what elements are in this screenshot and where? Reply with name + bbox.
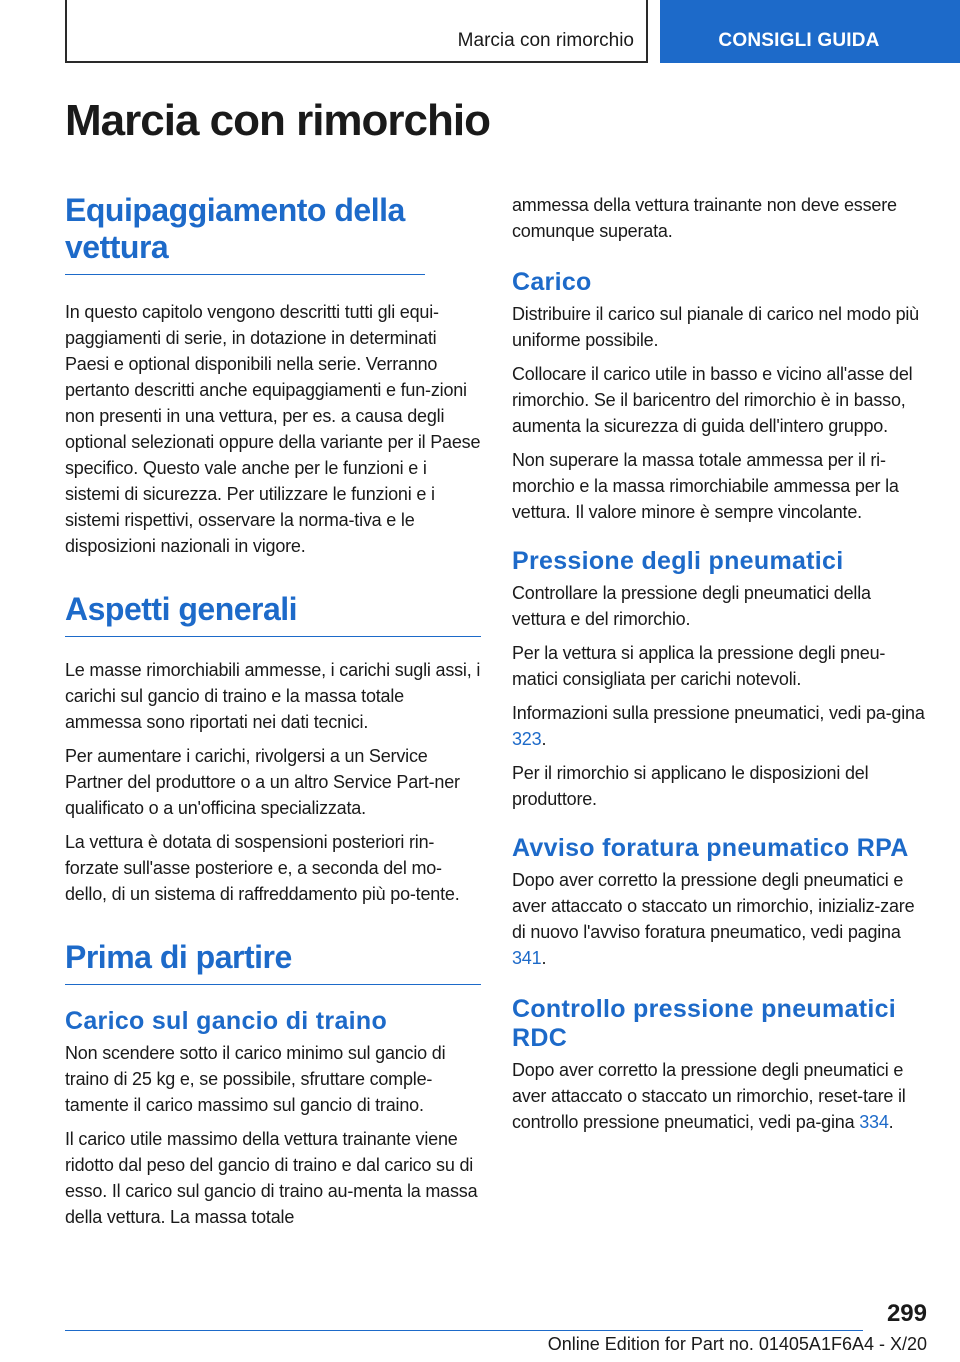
page-title: Marcia con rimorchio [65,96,491,145]
rdc-text: Dopo aver corretto la pressione degli pneumatici e aver attaccato o staccato un rimorchio, reset-tare il controllo pressione pneumatici, vedi pa-gina [512,1060,906,1132]
section-tab-label: CONSIGLI GUIDA [718,30,880,51]
load-paragraph-3: Non superare la massa totale ammessa per il ri-morchio e la massa rimorchiabile ammessa per la vettura. Il valore minore è sempre vincolante. [512,450,899,522]
subheading-rdc: Controllo pressione pneumatici RDC [512,995,897,1052]
subheading-rpa: Avviso foratura pneumatico RPA [512,834,909,862]
pressure-reference-text: Informazioni sulla pressione pneumatici, vedi pa-gina [512,703,925,723]
header-chapter-title: Marcia con rimorchio [457,30,634,51]
general-paragraph-1: Le masse rimorchiabili ammesse, i carichi sugli assi, i carichi sul gancio di traino e la massa totale ammessa sono riportati nei dati tecnici. [65,660,481,732]
pressure-paragraph-3: Informazioni sulla pressione pneumatici, vedi pa-gina 323. [512,703,925,749]
hitch-paragraph-1: Non scendere sotto il carico minimo sul gancio di traino di 25 kg e, se possibile, sfruttare comple-tamente il carico massimo sul gancio di traino. [65,1043,446,1115]
subheading-tire-pressure: Pressione degli pneumatici [512,547,844,575]
hitch-paragraph-2: Il carico utile massimo della vettura trainante viene ridotto dal peso del gancio di traino e dal carico su di esso. Il carico sul gancio di traino au-menta la massa della vettura. La massa totale [65,1129,478,1227]
page-number: 299 [886,1300,927,1327]
equipment-paragraph: In questo capitolo vengono descritti tutti gli equi-paggiamenti di serie, in dotazione in determinati Paesi e optional disponibili nella serie. Verranno pertanto descritti anche equipaggiamenti e fun-zioni non presenti in una vettura, per es. a causa degli optional selezionati oppure della variante per il Paese specifico. Questo vale anche per le funzioni e i sistemi di sicurezza. Per utilizzare le funzioni e i sistemi rispettivi, osservare la norma-tiva e le disposizioni nazionali in vigore. [65,302,481,556]
rdc-paragraph: Dopo aver corretto la pressione degli pneumatici e aver attaccato o staccato un rimorchio, reset-tare il controllo pressione pneumatici, vedi pa-gina 334. [512,1060,906,1132]
pressure-paragraph-1: Controllare la pressione degli pneumatici della vettura e del rimorchio. [512,583,871,629]
section-heading-before-departure: Prima di partire [65,939,481,985]
subheading-hitch-load: Carico sul gancio di traino [65,1007,388,1035]
continued-paragraph: ammessa della vettura trainante non deve essere comunque superata. [512,195,897,241]
load-paragraph-2: Collocare il carico utile in basso e vicino all'asse del rimorchio. Se il baricentro del rimorchio è in basso, aumenta la sicurezza di guida dell'intero gruppo. [512,364,913,436]
general-paragraph-3: La vettura è dotata di sospensioni posteriori rin-forzate sull'asse posteriore e, a seconda del mo-dello, di un sistema di raffreddamento più po-tente. [65,832,460,904]
page-link-323[interactable]: 323 [512,729,542,749]
left-column [65,192,481,1230]
rpa-text: Dopo aver corretto la pressione degli pneumatici e aver attaccato o staccato un rimorchio, inizializ-zare di nuovo l'avviso foratura pneumatico, vedi pagina [512,870,915,942]
rpa-paragraph: Dopo aver corretto la pressione degli pneumatici e aver attaccato o staccato un rimorchio, inizializ-zare di nuovo l'avviso foratura pneumatico, vedi pagina 341. [512,870,915,968]
right-column [512,192,928,1135]
page-link-341[interactable]: 341 [512,948,542,968]
load-paragraph-1: Distribuire il carico sul pianale di carico nel modo più uniforme possibile. [512,304,919,350]
pressure-paragraph-2: Per la vettura si applica la pressione degli pneu-matici consigliata per carichi notevoli. [512,643,886,689]
section-tab [660,0,960,63]
footer-edition-text: Online Edition for Part no. 01405A1F6A4 - X/20 [547,1334,927,1354]
section-heading-general: Aspetti generali [65,591,481,637]
section-heading-equipment: Equipaggiamento della vettura [65,192,425,275]
page-link-334[interactable]: 334 [859,1112,889,1132]
subheading-load: Carico [512,268,592,296]
running-header [65,0,648,63]
general-paragraph-2: Per aumentare i carichi, rivolgersi a un Service Partner del produttore o a un altro Service Part-ner qualificato o a un'officina specializzata. [65,746,460,818]
pressure-paragraph-4: Per il rimorchio si applicano le disposizioni del produttore. [512,763,869,809]
footer-divider [65,1330,863,1331]
